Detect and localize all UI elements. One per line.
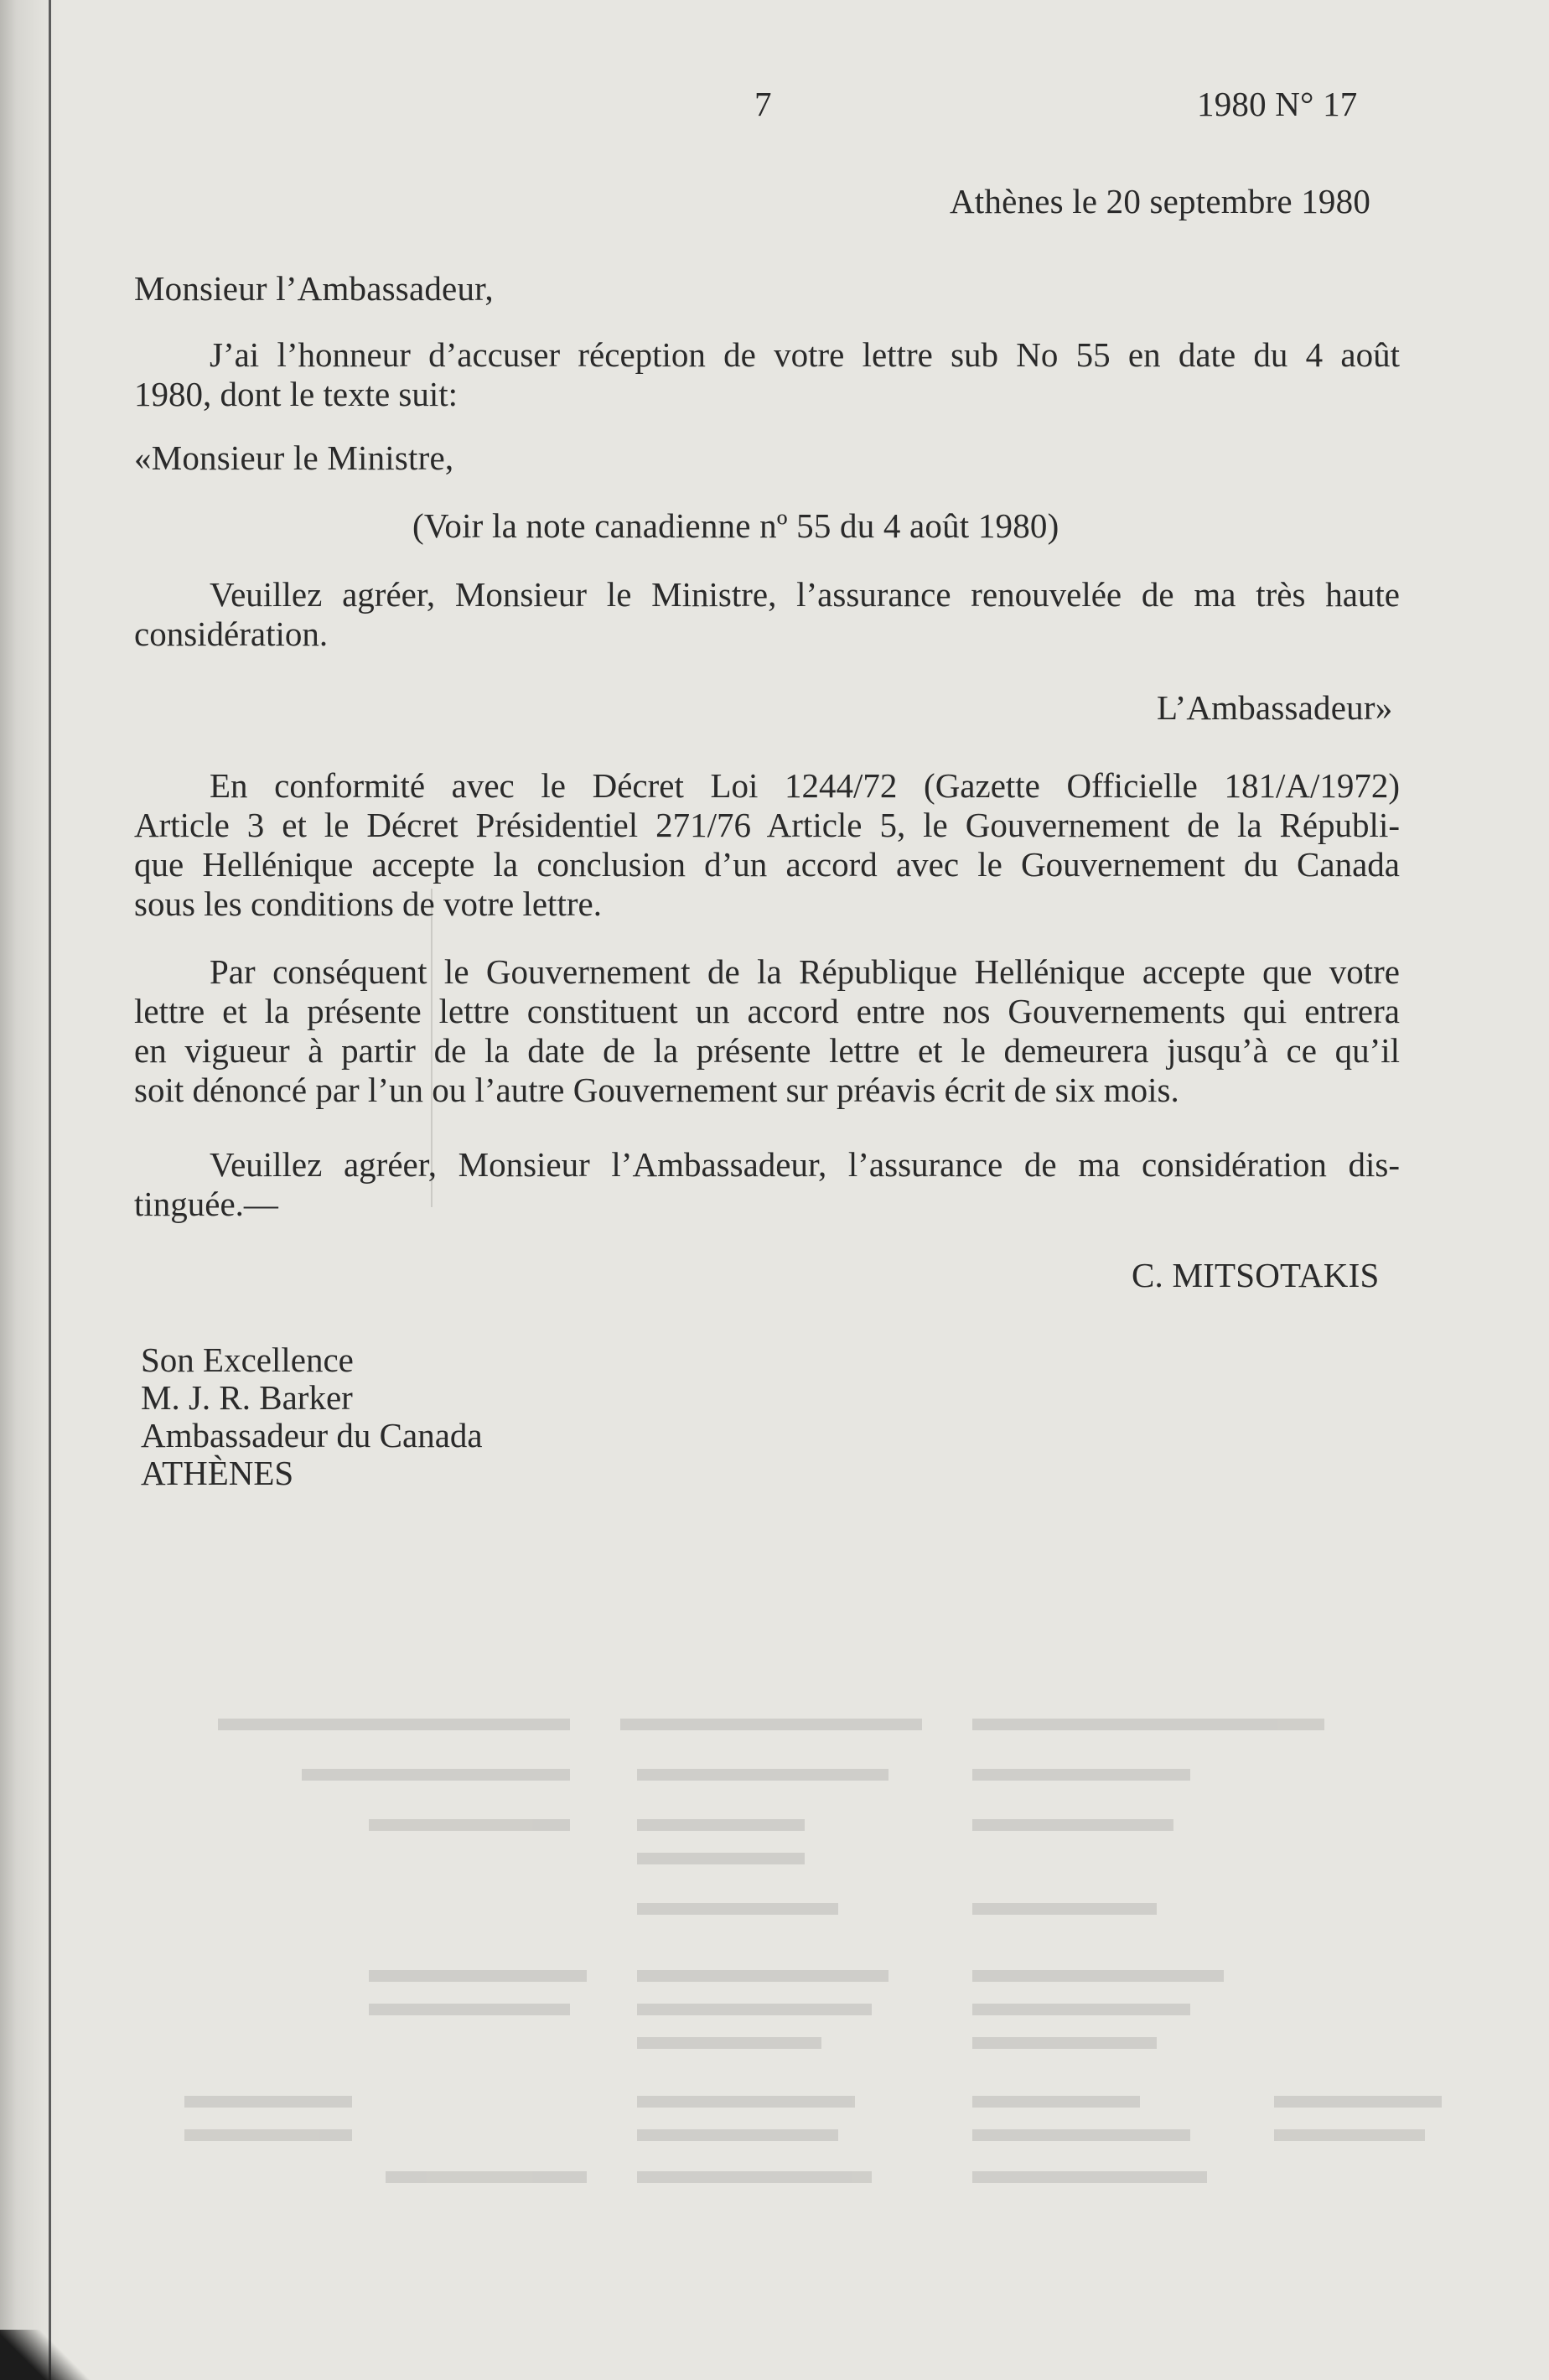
paragraph-line: En conformité avec le Décret Loi 1244/72 (Gazette Officielle 181/A/1972): [210, 766, 1400, 805]
addressee-block: [141, 1341, 728, 1492]
year-issue-number: 1980 N° 17: [1197, 85, 1358, 123]
addressee-line: Son Excellence: [141, 1340, 354, 1379]
paragraph-line: Veuillez agréer, Monsieur l’Ambassadeur, l’assurance de ma considération dis-: [210, 1145, 1400, 1184]
binding-edge-line: [49, 0, 51, 2380]
paragraph-line: tinguée.—: [134, 1185, 278, 1223]
paragraph-decree: [134, 766, 1400, 924]
paragraph-line: en vigueur à partir de la date de la présente lettre et le demeurera jusqu’à ce qu’il: [134, 1031, 1400, 1070]
paragraph-line: 1980, dont le texte suit:: [134, 375, 458, 413]
addressee-line: M. J. R. Barker: [141, 1378, 353, 1417]
paragraph-line: Article 3 et le Décret Présidentiel 271/76 Article 5, le Gouvernement de la Républi-: [134, 806, 1400, 844]
page-corner-shadow: [0, 2330, 101, 2380]
paragraph-line: J’ai l’honneur d’accuser réception de votre lettre sub No 55 en date du 4 août: [210, 335, 1400, 374]
quoted-salutation: «Monsieur le Ministre,: [134, 438, 454, 477]
paragraph-line: considération.: [134, 614, 329, 653]
paragraph-line: Veuillez agréer, Monsieur le Ministre, l’assurance renouvelée de ma très haute: [210, 575, 1400, 614]
bleed-through-text: [184, 1719, 1442, 2188]
paragraph-line: sous les conditions de votre lettre.: [134, 884, 602, 923]
quoted-signature: L’Ambassadeur»: [1157, 688, 1393, 727]
book-spine-shadow: [0, 0, 60, 2380]
paragraph-closing-quote: [134, 575, 1400, 654]
paragraph-closing: [134, 1145, 1400, 1224]
date-line: Athènes le 20 septembre 1980: [950, 182, 1371, 220]
paragraph-line: lettre et la présente lettre constituent un accord entre nos Gouvernements qui entrera: [134, 992, 1400, 1030]
signature-name: C. MITSOTAKIS: [1132, 1256, 1380, 1294]
paragraph-acknowledgement: [134, 335, 1400, 414]
page-number: 7: [754, 85, 772, 123]
addressee-line: ATHÈNES: [141, 1454, 294, 1492]
paragraph-line: soit dénoncé par l’un ou l’autre Gouvernement sur préavis écrit de six mois.: [134, 1071, 1179, 1109]
note-reference: (Voir la note canadienne nº 55 du 4 août 1980): [412, 506, 1059, 545]
salutation: Monsieur l’Ambassadeur,: [134, 269, 494, 308]
paragraph-agreement: [134, 952, 1400, 1110]
addressee-line: Ambassadeur du Canada: [141, 1416, 483, 1454]
paragraph-line: que Hellénique accepte la conclusion d’un accord avec le Gouvernement du Canada: [134, 845, 1400, 884]
paragraph-line: Par conséquent le Gouvernement de la République Hellénique accepte que votre: [210, 952, 1400, 991]
